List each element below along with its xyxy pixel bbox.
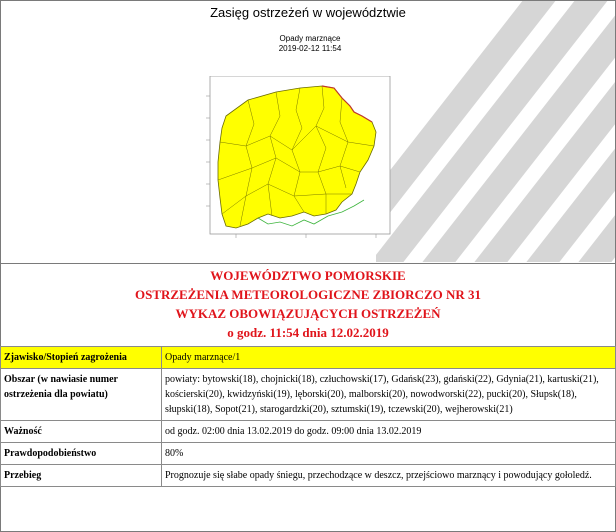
- row-value-phenomenon: Opady marznące/1: [162, 347, 616, 369]
- bulletin-heading: OSTRZEŻENIA METEOROLOGICZNE ZBIORCZO NR 31: [134, 287, 482, 302]
- row-label-validity: Ważność: [1, 421, 162, 443]
- warning-map: [196, 76, 392, 252]
- row-value-probability: 80%: [162, 443, 616, 465]
- row-value-validity: od godz. 02:00 dnia 13.02.2019 do godz. 09:00 dnia 13.02.2019: [162, 421, 616, 443]
- table-row: [1, 421, 616, 443]
- row-label-probability: Prawdopodobieństwo: [1, 443, 162, 465]
- map-title: Zasięg ostrzeżeń w województwie: [210, 5, 406, 20]
- table-row: [1, 347, 616, 369]
- map-phenomenon: Opady marznące: [279, 34, 341, 43]
- table-row: [1, 369, 616, 421]
- region-heading: WOJEWÓDZTWO POMORSKIE: [210, 268, 406, 283]
- section-divider: [0, 263, 616, 264]
- warning-table: [0, 346, 616, 487]
- row-value-area: powiaty: bytowski(18), chojnicki(18), człuchowski(17), Gdańsk(23), gdański(22), Gdynia(21), kartuski(21), kościerski(20), kwidzyński(19), lęborski(20), malborski(20), nowodworski(22), pucki(20), Słupsk(18), słupski(18), Sopot(21), starogardzki(20), sztumski(19), tczewski(20), wejherowski(21): [162, 369, 616, 421]
- table-row: [1, 443, 616, 465]
- map-timestamp: 2019-02-12 11:54: [278, 44, 342, 53]
- table-row: [1, 465, 616, 487]
- list-heading: WYKAZ OBOWIĄZUJĄCYCH OSTRZEŻEŃ: [175, 306, 441, 321]
- issue-time: o godz. 11:54 dnia 12.02.2019: [227, 325, 389, 340]
- row-value-course: Prognozuje się słabe opady śniegu, przechodzące w deszcz, przejściowo marznący i powodujący gołoledź.: [162, 465, 616, 487]
- row-label-area: Obszar (w nawiasie numer ostrzeżenia dla powiatu): [1, 369, 162, 421]
- row-label-course: Przebieg: [1, 465, 162, 487]
- row-label-phenomenon: Zjawisko/Stopień zagrożenia: [1, 347, 162, 369]
